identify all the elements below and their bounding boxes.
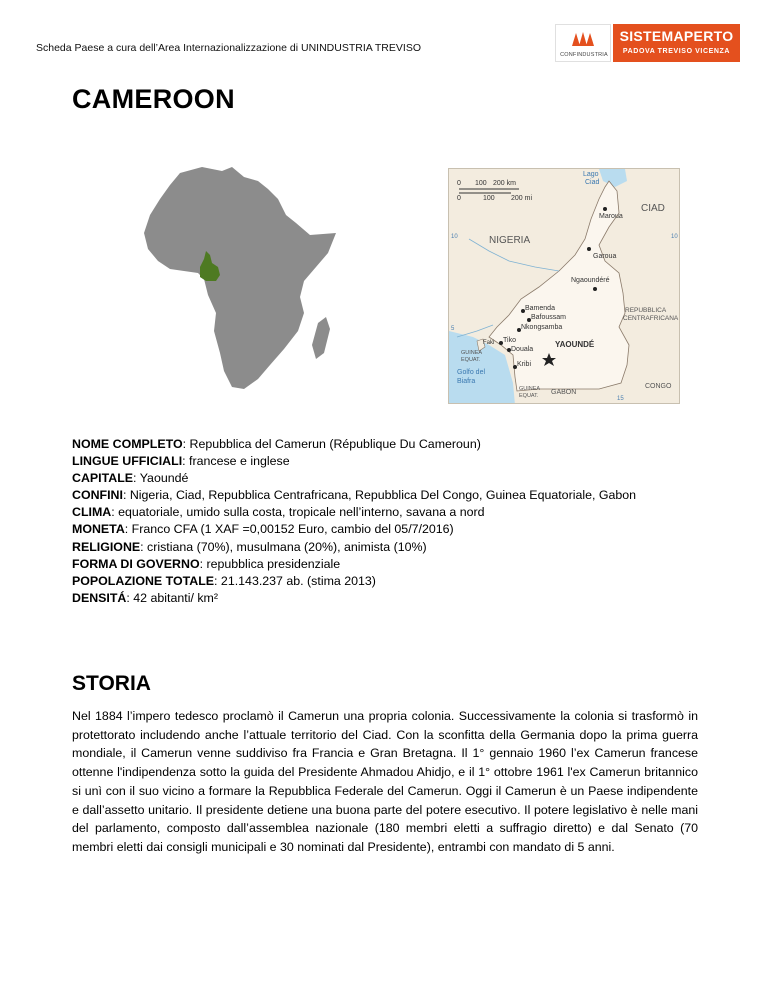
storia-ahidjo: Ahmadou Ahidjo <box>360 765 452 780</box>
info-value: : Repubblica del Camerun (République Du Cameroun) <box>182 437 481 451</box>
info-label: CONFINI <box>72 488 123 503</box>
africa-locator-map <box>140 163 340 398</box>
label-tiko: Tiko <box>503 337 516 344</box>
confindustria-logo <box>555 24 611 62</box>
label-ciad: CIAD <box>641 203 665 214</box>
info-label: CLIMA <box>72 505 112 520</box>
info-row <box>72 504 702 521</box>
label-nigeria: NIGERIA <box>489 235 531 246</box>
storia-text-4: l'ex Camerun britannico si unì con il suo vicino a formare la Repubblica Federale del Camerun. Oggi il Camerun è un Paese indipendente e dall’assetto unitario. Il presidente detiene una buona parte del potere esecutivo. Il potere legislativo è nelle mani del parlamento, composto dall’assemblea nazionale (180 membri eletti a suffragio diretto) e dal Senato (70 membri eletti dai consigli municipali e 30 nominati dal Presidente), entrambi con mandato di 5 anni. <box>72 765 698 854</box>
country-info <box>72 436 702 607</box>
scale-label-100km: 100 <box>475 180 487 187</box>
scale-label-0-mi: 0 <box>457 195 461 202</box>
label-douala: Douala <box>511 346 534 353</box>
sistemaperto-box <box>613 24 740 62</box>
header-text: Scheda Paese a cura dell’Area Internazionalizzazione di UNINDUSTRIA TREVISO <box>36 42 421 54</box>
sistemaperto-title: SISTEMAPERTO <box>619 28 734 44</box>
sistemaperto-subtitle: PADOVA TREVISO VICENZA <box>622 48 731 55</box>
label-rca-2: CENTRAFRICANA <box>623 315 679 322</box>
info-row <box>72 556 702 573</box>
info-row <box>72 487 702 504</box>
label-bafoussam: Bafoussam <box>531 314 567 321</box>
page-title: CAMEROON <box>72 84 235 114</box>
info-label: MONETA <box>72 522 125 537</box>
label-guinea2-1: GUINEA <box>519 386 541 392</box>
info-value: : 42 abitanti/ km² <box>126 590 218 605</box>
info-row <box>72 521 702 538</box>
info-label: FORMA DI GOVERNO <box>72 556 200 571</box>
sistemaperto-logo <box>555 24 740 62</box>
info-label: CAPITALE <box>72 471 134 486</box>
label-golfo-1: Golfo del <box>457 369 486 376</box>
label-lon-15: 15 <box>617 396 624 402</box>
info-label: DENSITÁ <box>72 590 127 605</box>
label-faki: Faki <box>483 340 495 346</box>
scale-label-100mi: 100 <box>483 195 495 202</box>
label-lat-10-left: 10 <box>451 234 458 240</box>
info-row <box>72 573 702 590</box>
label-lake-1: Lago <box>583 171 599 178</box>
info-value: : francese e inglese <box>182 454 290 469</box>
label-rca-1: REPUBBLICA <box>625 307 667 314</box>
label-garoua: Garoua <box>593 253 617 260</box>
info-label: RELIGIONE <box>72 539 141 554</box>
info-label: POPOLAZIONE TOTALE <box>72 573 215 588</box>
storia-paragraph <box>72 707 698 857</box>
label-nkongsamba: Nkongsamba <box>521 324 563 331</box>
scale-label-0: 0 <box>457 180 461 187</box>
label-congo: CONGO <box>645 383 672 390</box>
madagascar-shape <box>312 317 330 359</box>
storia-year-1961: 1961 <box>536 765 564 780</box>
info-label: NOME COMPLETO <box>72 437 183 451</box>
label-golfo-2: Biafra <box>457 378 476 385</box>
storia-heading: STORIA <box>72 672 151 695</box>
label-lat-10-right: 10 <box>671 234 678 240</box>
info-label: LINGUE UFFICIALI <box>72 454 183 469</box>
scale-label-200km: 200 km <box>493 180 516 187</box>
label-gabon: GABON <box>551 389 577 396</box>
storia-text-1: Nel 1884 l’impero tedesco proclamò il Camerun una propria colonia. Successivamente la colonia si trasformò in protettorato includendo anche l’attuale territorio del Ciad. Con la sconfitta della Germania dopo la prima guerra mondiale, il Camerun venne suddiviso fra Francia e Gran Bretagna. Il 1° gennaio <box>72 709 698 761</box>
info-row <box>72 436 702 453</box>
storia-text-2: l’ex Camerun francese ottenne l'indipendenza sotto la guida del Presidente <box>72 746 698 780</box>
label-ngaoundere: Ngaoundéré <box>571 277 610 284</box>
info-row <box>72 470 702 487</box>
label-maroua: Maroua <box>599 213 623 220</box>
info-row <box>72 590 702 607</box>
label-bamenda: Bamenda <box>525 305 555 312</box>
label-guinea2-2: EQUAT. <box>519 393 539 399</box>
label-guinea-1: GUINEA <box>461 350 483 356</box>
africa-continent-shape <box>144 167 336 389</box>
info-value: : 21.143.237 ab. (stima 2013) <box>214 573 376 588</box>
confindustria-text: CONFINDUSTRIA <box>560 52 608 58</box>
label-lat-5: 5 <box>451 326 455 332</box>
storia-text-3: , e il 1° ottobre <box>451 765 537 780</box>
info-value: : equatoriale, umido sulla costa, tropicale nell’interno, savana a nord <box>111 505 485 520</box>
label-guinea-2: EQUAT. <box>461 357 481 363</box>
cameroon-detail-map <box>448 168 680 404</box>
info-row <box>72 539 702 556</box>
info-value: : Franco CFA (1 XAF =0,00152 Euro, cambio del 05/7/2016) <box>124 522 454 537</box>
label-lake-2: Ciad <box>585 179 600 186</box>
info-value: : repubblica presidenziale <box>199 556 341 571</box>
label-yaounde: YAOUNDÉ <box>555 340 595 349</box>
info-value: : cristiana (70%), musulmana (20%), animista (10%) <box>140 539 427 554</box>
label-kribi: Kribi <box>517 361 532 368</box>
info-value: : Yaoundé <box>133 471 189 486</box>
info-value: : Nigeria, Ciad, Repubblica Centrafricana, Repubblica Del Congo, Guinea Equatoriale, Gabon <box>122 488 637 503</box>
confindustria-mark-icon <box>570 30 596 48</box>
storia-year-1960: 1960 <box>538 746 566 761</box>
info-row <box>72 453 702 470</box>
scale-label-200mi: 200 mi <box>511 195 533 202</box>
